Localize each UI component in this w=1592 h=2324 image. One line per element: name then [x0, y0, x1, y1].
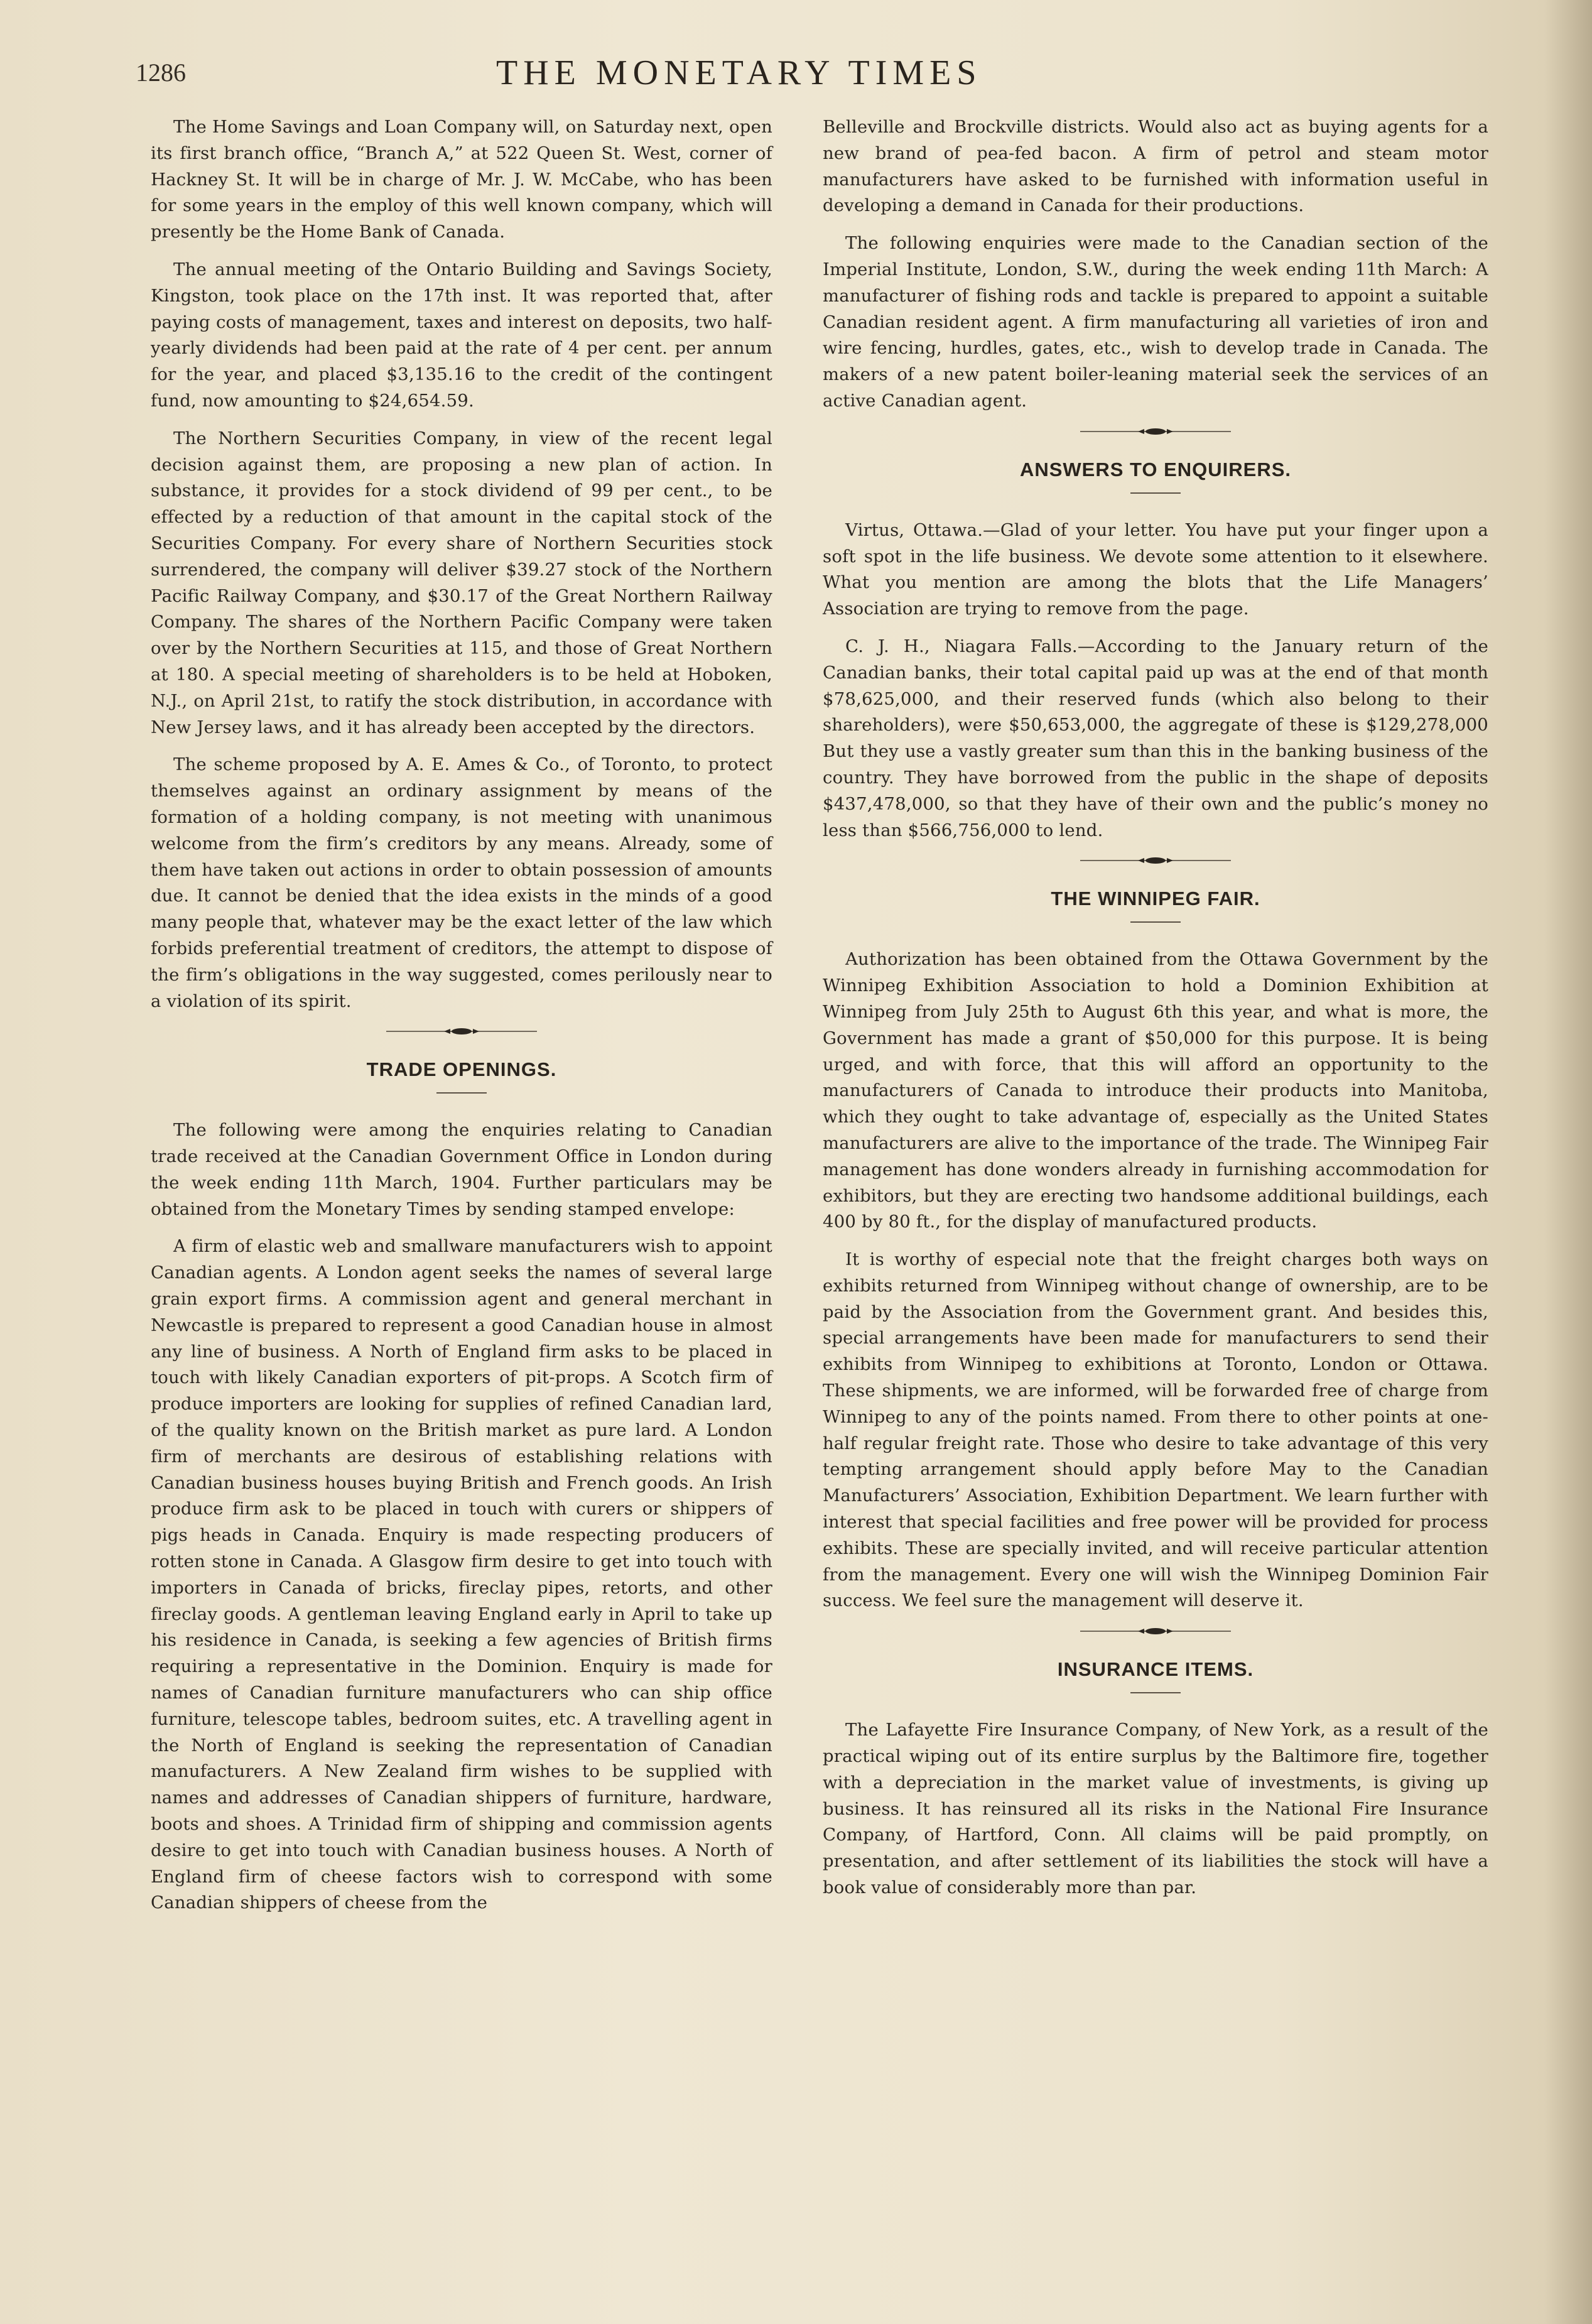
masthead-title: THE MONETARY TIMES — [496, 53, 982, 92]
ornamental-divider — [1080, 1627, 1231, 1636]
heading-rule — [1130, 1692, 1181, 1693]
section-heading-insurance-items: INSURANCE ITEMS. — [1057, 1658, 1254, 1681]
right-column — [823, 114, 1488, 1913]
ornamental-divider — [1080, 856, 1231, 865]
trade-openings-intro: The following were among the enquiries relating to Canadian trade received at the Canadian Government Office in London during the week ending 11th March, 1904. Further particulars may be obtained from the Monetary Times by sending stamped envelope: — [151, 1120, 772, 1219]
section-heading-answers: ANSWERS TO ENQUIRERS. — [1019, 458, 1292, 481]
section-heading-winnipeg-fair: THE WINNIPEG FAIR. — [1051, 888, 1260, 910]
ornamental-divider — [1080, 427, 1231, 436]
answer-niagara-falls: C. J. H., Niagara Falls.—According to the January return of the Canadian banks, their total capital paid up was at the end of that month $78,625,000, and their reserved funds (which also belong to their shareholders), were $50,653,000, the aggregate of these is $129,278,000 But they use a vastly greater sum than this in the banking business of the country. They have borrowed from the public in the shape of deposits $437,478,000, so that they have of their own and the public’s money no less than $566,756,000 to lend. — [823, 636, 1488, 840]
page-number: 1286 — [136, 58, 186, 87]
heading-rule — [1130, 492, 1181, 494]
article-ames-scheme: The scheme proposed by A. E. Ames & Co., of Toronto, to protect themselves against an ordinary assignment by means of the formation of a holding company, is not meeting with unanimous welcome from the firm’s creditors by any means. Already, some of them have taken out actions in order to obtain possession of amounts due. It cannot be denied that the idea exists in the minds of a good many people that, whatever may be the exact letter of the law which forbids preferential treatment of creditors, the attempt to dispose of the firm’s obligations in the way suggested, comes perilously near to a violation of its spirit. — [151, 754, 772, 1011]
answer-virtus-ottawa: Virtus, Ottawa.—Glad of your letter. You have put your finger upon a soft spot in the life business. We devote some attention to it elsewhere. What you mention are among the blots that the Life Managers’ Association are trying to remove from the page. — [823, 519, 1488, 619]
ornamental-divider — [386, 1027, 537, 1036]
insurance-lafayette: The Lafayette Fire Insurance Company, of New York, as a result of the practical wiping out of its entire surplus by the Baltimore fire, together with a depreciation in the market value of investments, is giving up business. It has reinsured all its risks in the National Fire Insurance Company, of Hartford, Conn. All claims will be paid promptly, on presentation, and after settlement of its liabilities the stock will have a book value of considerably more than par. — [823, 1720, 1488, 1898]
heading-rule — [1130, 921, 1181, 923]
section-heading-trade-openings: TRADE OPENINGS. — [366, 1058, 557, 1081]
imperial-institute-enquiries: The following enquiries were made to the Canadian section of the Imperial Institute, London, S.W., during the week ending 11th March: A manufacturer of fishing rods and tackle is prepared to appoint a suitable Canadian resident agent. A firm manufacturing all varieties of iron and wire fencing, hurdles, gates, etc., wish to develop trade in Canada. The makers of a new patent boiler-leaning material seek the services of an active Canadian agent. — [823, 233, 1488, 411]
trade-openings-list: A firm of elastic web and smallware manufacturers wish to appoint Canadian agents. A London agent seeks the names of several large grain export firms. A commission agent and general merchant in Newcastle is prepared to represent a good Canadian house in almost any line of business. A North of England firm asks to be placed in touch with likely Canadian exporters of pit-props. A Scotch firm of produce importers are looking for supplies of refined Canadian lard, of the quality known on the British market as pure lard. A London firm of merchants are desirous of establishing relations with Canadian business houses buying British and French goods. An Irish produce firm ask to be placed in touch with curers or shippers of pigs heads in Canada. Enquiry is made respecting producers of rotten stone in Canada. A Glasgow firm desire to get into touch with importers in Canada of bricks, fireclay pipes, retorts, and other fireclay goods. A gentleman leaving England early in April to take up his residence in Canada, is seeking a few agencies of British firms requiring a representative in the Dominion. Enquiry is made for names of Canadian furniture manufacturers who can ship office furniture, telescope tables, bedroom suites, etc. A travelling agent in the North of England is seeking the representation of Canadian manufacturers. A New Zealand firm wishes to be supplied with names and addresses of Canadian shippers of furniture, hardware, boots and shoes. A Trinidad firm of shipping and commission agents desire to get into touch with Canadian business houses. A North of England firm of cheese factors wish to correspond with some Canadian shippers of cheese from the — [151, 1236, 772, 1913]
article-home-savings: The Home Savings and Loan Company will, on Saturday next, open its first branch office, “Branch A,” at 522 Queen St. West, corner of Hackney St. It will be in charge of Mr. J. W. McCabe, who has been for some years in the employ of this well known company, which will presently be the Home Bank of Canada. — [151, 117, 772, 242]
left-column — [151, 114, 772, 1928]
winnipeg-fair-paragraph: It is worthy of especial note that the freight charges both ways on exhibits returned from Winnipeg without change of ownership, are to be paid by the Association from the Government grant. And besides this, special arrangements have been made for manufacturers to send their exhibits from Winnipeg to exhibitions at Toronto, London or Ottawa. These shipments, we are informed, will be forwarded free of charge from Winnipeg to any of the points named. From there to other points at one-half regular freight rate. Those who desire to take advantage of this very tempting arrangement should apply before May to the Canadian Manufacturers’ Association, Exhibition Department. We learn further with interest that special facilities and free power will be provided for process exhibits. These are specially invited, and will receive particular attention from the management. Every one will wish the Winnipeg Dominion Fair success. We feel sure the management will deserve it. — [823, 1249, 1488, 1611]
article-ontario-building-society: The annual meeting of the Ontario Building and Savings Society, Kingston, took place on the 17th inst. It was reported that, after paying costs of management, taxes and interest on deposits, two half-yearly dividends had been paid at the rate of 4 per cent. per annum for the year, and placed $3,135.16 to the credit of the contingent fund, now amounting to $24,654.59. — [151, 259, 772, 411]
heading-rule — [436, 1092, 487, 1094]
article-northern-securities: The Northern Securities Company, in view of the recent legal decision against them, are proposing a new plan of action. In substance, it provides for a stock dividend of 99 per cent., to be effected by a reduction of that amount in the capital stock of the Securities Company. For every share of Northern Securities stock surrendered, the company will deliver $39.27 stock of the Northern Pacific Railway Company, and $30.17 of the Great Northern Railway Company. The shares of the Northern Pacific Company were taken over by the Northern Securities at 115, and those of Great Northern at 180. A special meeting of shareholders is to be held at Hoboken, N.J., on April 21st, to ratify the stock distribution, in accordance with New Jersey laws, and it has already been accepted by the directors. — [151, 428, 772, 737]
trade-openings-continued: Belleville and Brockville districts. Would also act as buying agents for a new brand of pea-fed bacon. A firm of petrol and steam motor manufacturers have asked to be furnished with information useful in developing a demand in Canada for their productions. — [823, 117, 1488, 216]
winnipeg-fair-paragraph: Authorization has been obtained from the Ottawa Government by the Winnipeg Exhibition Association to hold a Dominion Exhibition at Winnipeg from July 25th to August 6th this year, and what is more, the Government has made a grant of $50,000 for this purpose. It is being urged, and with force, that this will afford an opportunity to the manufacturers of Canada to introduce their products into Manitoba, which they ought to take advantage of, especially as the United States manufacturers are alive to the importance of the trade. The Winnipeg Fair management has done wonders already in furnishing accommodation for exhibitors, but they are erecting two handsome additional buildings, each 400 by 80 ft., for the display of manufactured products. — [823, 949, 1488, 1232]
